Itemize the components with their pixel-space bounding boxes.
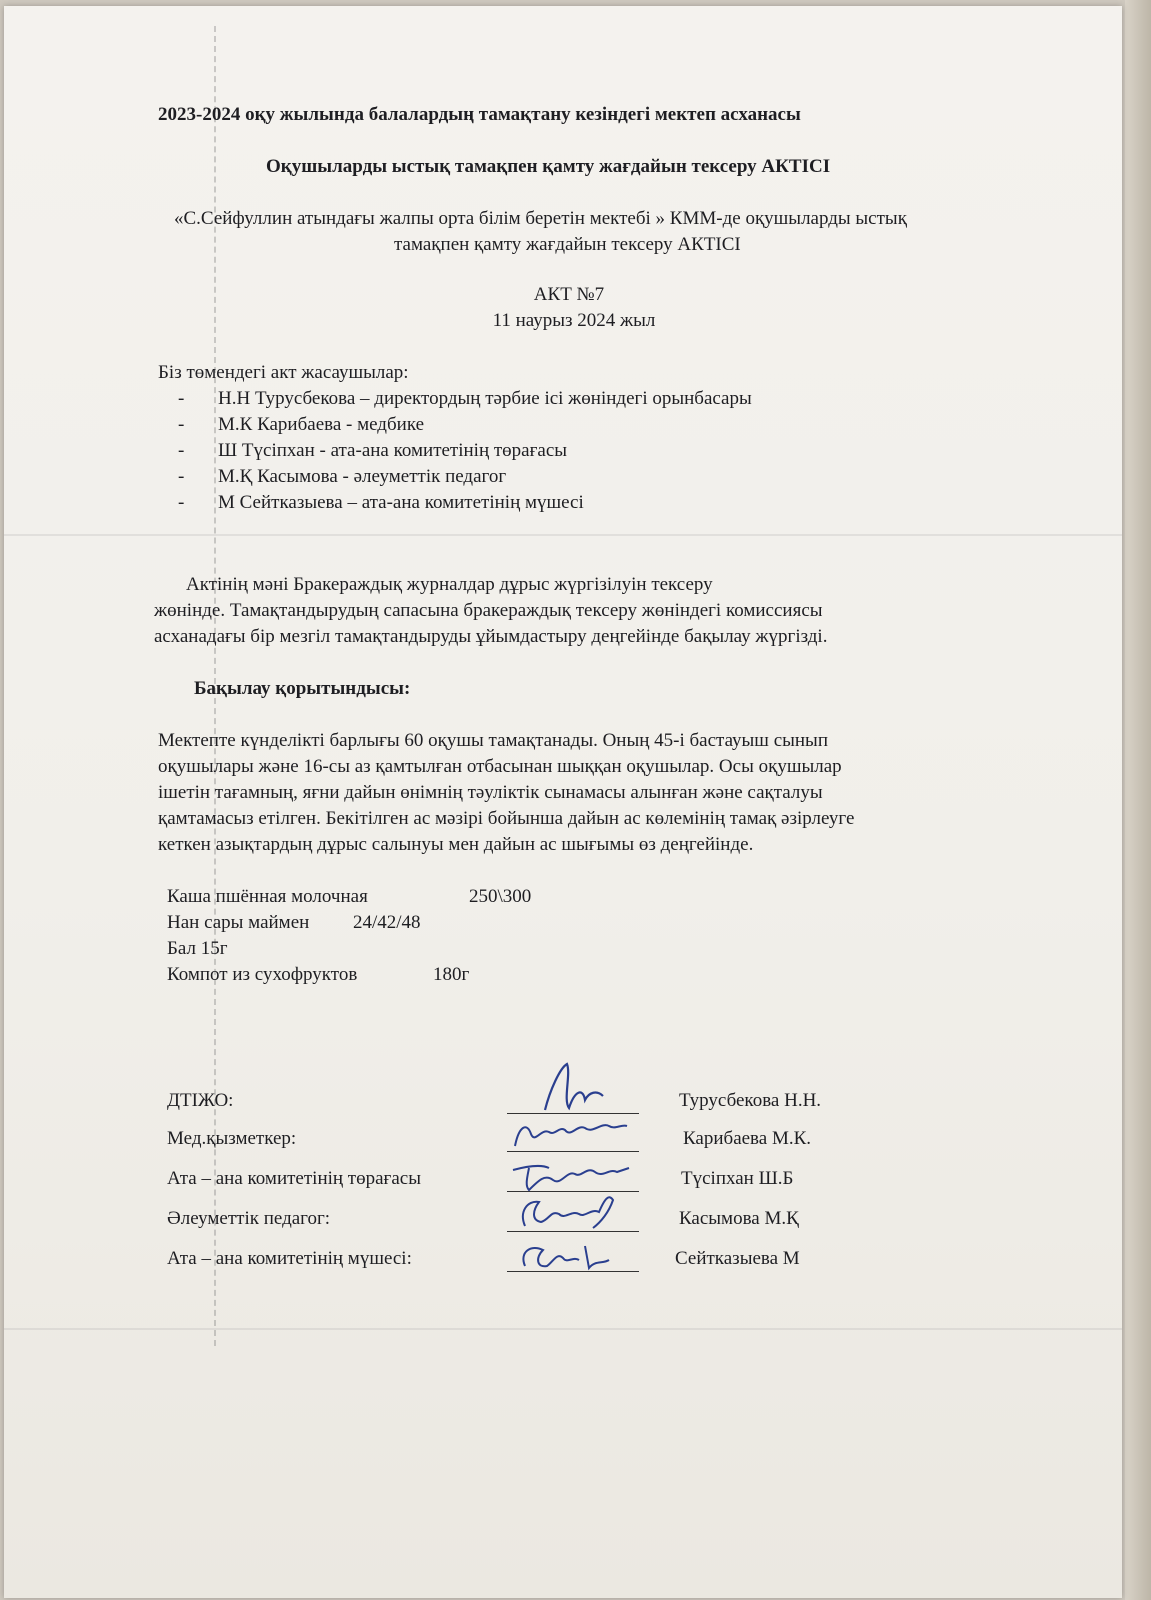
signature-row: Ата – ана комитетінің төрағасы Түсіпхан Ш.Б bbox=[167, 1160, 887, 1194]
participant-item: - Ш Түсіпхан - ата-ана комитетінің төрағасы bbox=[178, 440, 568, 461]
menu-item: Каша пшённая молочная 250\300 bbox=[167, 884, 368, 910]
results-heading: Бақылау қорытындысы: bbox=[194, 678, 411, 699]
results-line2: оқушылары және 16-сы аз қамтылған отбасынан шыққан оқушылар. Осы оқушылар bbox=[158, 756, 842, 777]
participant-item: - М.К Карибаева - медбике bbox=[178, 414, 425, 435]
menu-item: Компот из сухофруктов 180г bbox=[167, 962, 357, 988]
essence-line1: Актінің мәні Бракераждық журналдар дұрыс жүргізілуін тексеру bbox=[186, 574, 713, 595]
handwritten-signature bbox=[505, 1156, 635, 1196]
document-header-line3b: тамақпен қамту жағдайын тексеру АКТІСІ bbox=[394, 234, 741, 255]
document-header-line1: 2023-2024 оқу жылында балалардың тамақтану кезіндегі мектеп асханасы bbox=[158, 104, 801, 125]
signature-row: ДТІЖО: Турусбекова Н.Н. bbox=[167, 1082, 887, 1116]
act-number: АКТ №7 bbox=[533, 284, 605, 305]
participants-intro: Біз төмендегі акт жасаушылар: bbox=[158, 362, 409, 383]
page-edge-shadow bbox=[1125, 0, 1151, 1600]
results-line1: Мектепте күнделікті барлығы 60 оқушы тамақтанады. Оның 45-і бастауыш сынып bbox=[158, 730, 828, 751]
act-date: 11 наурыз 2024 жыл bbox=[492, 310, 656, 331]
results-line4: қамтамасыз етілген. Бекітілген ас мәзірі бойынша дайын ас көлемінің тамақ әзірлеуге bbox=[158, 808, 855, 829]
results-line5: кеткен азықтардың дұрыс салынуы мен дайын ас шығымы өз деңгейінде. bbox=[158, 834, 754, 855]
paper-crease bbox=[4, 534, 1122, 536]
participant-item: - М.Қ Касымова - әлеуметтік педагог bbox=[178, 466, 507, 487]
participants-list bbox=[172, 386, 752, 516]
menu-item: Бал 15г bbox=[167, 938, 228, 959]
results-line3: ішетін тағамның, яғни дайын өнімнің тәуліктік сынамасы алынған және сақталуы bbox=[158, 782, 823, 803]
essence-line2: жөнінде. Тамақтандырудың сапасына бракераждық тексеру жөніндегі комиссиясы bbox=[154, 600, 823, 621]
paper-crease bbox=[4, 1328, 1122, 1330]
participant-item: - М Сейтказыева – ата-ана комитетінің мүшесі bbox=[178, 492, 584, 513]
document-header-line3a: «С.Сейфуллин атындағы жалпы орта білім беретін мектебі » КММ-де оқушыларды ыстық bbox=[174, 208, 907, 229]
signature-row: Ата – ана комитетінің мүшесі: Сейтказыева М bbox=[167, 1240, 887, 1274]
signature-row: Мед.қызметкер: Карибаева М.К. bbox=[167, 1120, 887, 1154]
menu-portion: 250\300 bbox=[469, 886, 532, 907]
participant-item: - Н.Н Турусбекова – директордың тәрбие ісі жөніндегі орынбасары bbox=[178, 388, 752, 409]
menu-portion: 180г bbox=[433, 964, 470, 985]
menu-item: Нан сары маймен 24/42/48 bbox=[167, 910, 309, 936]
document-header-line2: Оқушыларды ыстық тамақпен қамту жағдайын тексеру АКТІСІ bbox=[266, 156, 831, 177]
handwritten-signature bbox=[505, 1060, 635, 1120]
handwritten-signature bbox=[505, 1236, 635, 1276]
handwritten-signature bbox=[505, 1192, 635, 1236]
signature-row: Әлеуметтік педагог: Касымова М.Қ bbox=[167, 1200, 887, 1234]
document-page bbox=[4, 6, 1122, 1598]
handwritten-signature bbox=[505, 1116, 635, 1156]
menu-portion: 24/42/48 bbox=[353, 912, 421, 933]
essence-line3: асханадағы бір мезгіл тамақтандыруды ұйымдастыру деңгейінде бақылау жүргізді. bbox=[154, 626, 828, 647]
